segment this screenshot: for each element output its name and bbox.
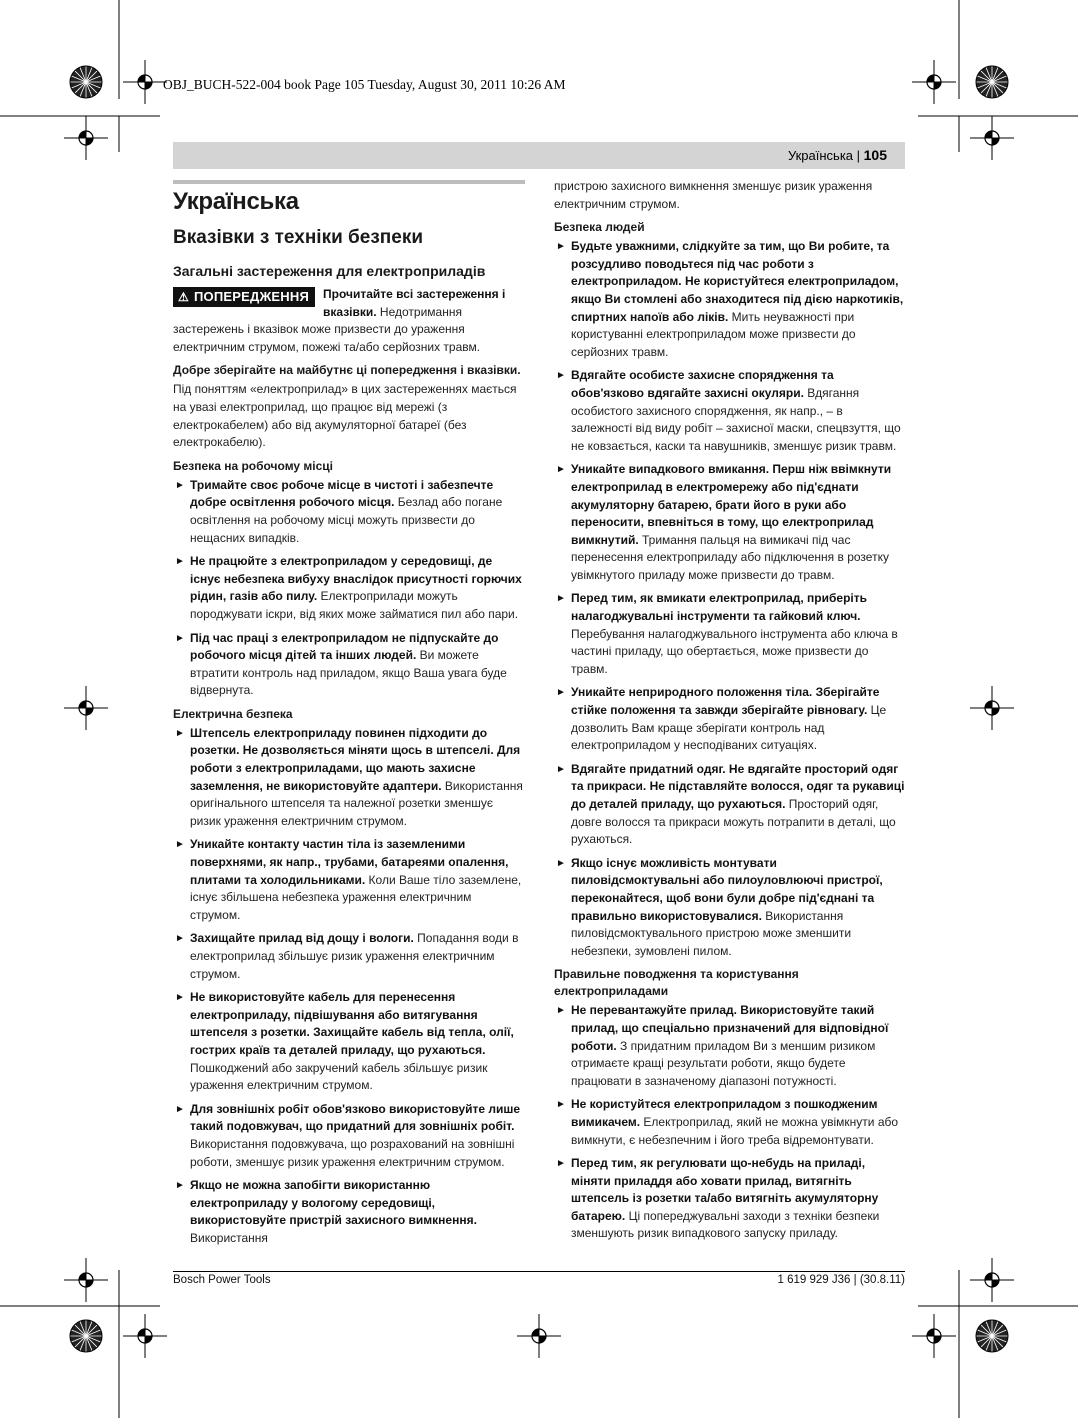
bullet-arrow-icon: ► (556, 1005, 566, 1017)
general-warnings-heading: Загальні застереження для електроприладів (173, 263, 486, 279)
bullet-arrow-icon: ► (556, 857, 566, 869)
list-item: ► Вдягайте придатний одяг. Не вдягайте просторий одяг та прикраси. Не підставляйте волосся, одяг та рукавиці до деталей приладу, що рухаються. Просторий одяг, довге волосся та прикраси можуть потрапити в деталі, що рухаються. (556, 761, 905, 847)
bullet-arrow-icon: ► (175, 727, 185, 739)
warning-bold: Прочитайте всі застереження і вказівки. (322, 287, 506, 319)
bullet-arrow-icon: ► (175, 1180, 185, 1192)
list-item: ► Не працюйте з електроприладом у середовищі, де існує небезпека вибуху внаслідок присутності горючих рідин, газів або пилу. Електроприлади можуть породжувати іскри, від яких може займатися пил або пари. (175, 554, 522, 621)
bullet-arrow-icon: ► (556, 593, 566, 605)
warning-triangle-icon: ⚠ (178, 290, 189, 304)
list-item: ► Уникайте неприродного положення тіла. Зберігайте стійке положення та завжди зберігайте рівновагу. Це дозволить Вам краще зберігати контроль над електроприладом у несподіваних ситуаціях. (556, 685, 887, 753)
bullet-arrow-icon: ► (175, 479, 185, 491)
bullet-arrow-icon: ► (175, 933, 185, 945)
list-item: ► Під час праці з електроприладом не підпускайте до робочого місця дітей та інших людей. Ви можете втратити контроль над приладом, якщо Ваша увага буде відвернута. (175, 630, 507, 698)
list-item: ► Будьте уважними, слідкуйте за тим, що Ви робите, та розсудливо поводьтеся під час роботи з електроприладом. Не користуйтеся електроприладом, якщо Ви стомлені або знаходитеся під дією наркотиків, спиртних напоїв або ліків. Мить неуважності при користуванні електроприладом може призвести до серйозних травм. (556, 239, 904, 359)
use-care-list (554, 1002, 906, 1243)
bullet-arrow-icon: ► (556, 464, 566, 476)
bullet-arrow-icon: ► (556, 1099, 566, 1111)
bullet-arrow-icon: ► (556, 370, 566, 382)
list-item: ► Не перевантажуйте прилад. Використовуйте такий прилад, що спеціально призначений для відповідної роботи. З придатним приладом Ви з меншим ризиком отримаєте кращі результати роботи, якщо будете працювати в зазначеному діапазоні потужності. (556, 1003, 889, 1088)
list-item: ► Перед тим, як вмикати електроприлад, приберіть налагоджувальні інструменти та гайковий ключ. Перебування налагоджувального інструмента або ключа в частині приладу, що обертається, може призвести до травм. (556, 591, 898, 676)
use-care-heading: Правильне поводження та користування електроприладами (554, 967, 799, 999)
proof-line: OBJ_BUCH-522-004 book Page 105 Tuesday, August 30, 2011 10:26 AM (163, 77, 566, 92)
warning-badge (173, 287, 315, 307)
header-section: Українська (787, 148, 854, 163)
bullet-arrow-icon: ► (175, 839, 185, 851)
footer-rule (173, 1271, 905, 1272)
list-item: ► Не використовуйте кабель для перенесення електроприладу, підвішування або витягування штепселя з розетки. Захищайте кабель від тепла, олії, гострих країв та деталей приладу, що рухаються. Пошкоджений або закручений кабель збільшує ризик ураження електричним струмом. (175, 990, 514, 1093)
bullet-arrow-icon: ► (175, 632, 185, 644)
list-item: ► Штепсель електроприладу повинен підходити до розетки. Не дозволяється міняти щось в штепселі. Для роботи з електроприладами, що мають захисне заземлення, не використовуйте адаптери. Використання оригінального штепселя та належної розетки зменшує ризик ураження електричним струмом. (175, 725, 523, 828)
page-title: Українська (173, 188, 299, 215)
electrical-heading: Електрична безпека (173, 706, 293, 721)
footer-brand: Bosch Power Tools (173, 1274, 271, 1286)
list-item: ► Захищайте прилад від дощу і вологи. Попадання води в електроприлад збільшує ризик ураження електричним струмом. (175, 931, 519, 981)
keep-instructions: Добре зберігайте на майбутнє ці попередження і вказівки. (173, 363, 521, 378)
electrical-list (173, 725, 525, 1248)
footer-doc-number: 1 619 929 J36 | (30.8.11) (777, 1274, 905, 1286)
bullet-arrow-icon: ► (556, 241, 566, 253)
right-column (554, 178, 906, 1249)
bullet-arrow-icon: ► (175, 1103, 185, 1115)
starburst-mark-bottom-right (976, 1320, 1008, 1352)
page-header (173, 142, 905, 169)
warning-text: Недотримання застережень і вказівок може призвести до ураження електричним струмом, пожежі та/або серйозних травм. (173, 304, 481, 354)
continuation-text: пристрою захисного вимкнення зменшує ризик ураження електричним струмом. (554, 179, 873, 211)
personal-safety-heading: Безпека людей (554, 220, 645, 235)
work-area-list (173, 477, 525, 700)
starburst-mark-top-right (976, 66, 1008, 98)
header-text: Українська | 105 (787, 147, 887, 163)
list-item: ► Для зовнішніх робіт обов'язково використовуйте лише такий подовжувач, що придатний для зовнішніх робіт. Використання подовжувача, що розрахований на зовнішні роботи, зменшує ризик ураження електричним струмом. (175, 1101, 521, 1169)
bullet-arrow-icon: ► (556, 763, 566, 775)
page-number: 105 (863, 147, 887, 163)
list-item: ► Не користуйтеся електроприладом з пошкодженим вимикачем. Електроприлад, який не можна увімкнути або вимкнути, є небезпечним і його треба відремонтувати. (556, 1097, 899, 1147)
bullet-arrow-icon: ► (175, 556, 185, 568)
warning-block (173, 286, 525, 356)
list-item: ► Тримайте своє робоче місце в чистоті і забезпечте добре освітлення робочого місця. Безлад або погане освітлення на робочому місці можуть призвести до нещасних випадків. (175, 477, 503, 545)
list-item: ► Вдягайте особисте захисне спорядження та обов'язково вдягайте захисні окуляри. Вдягання особистого захисного спорядження, як напр., – в залежності від виду робіт – захисної маски, спецвзуття, що не ковзається, каски та навушників, зменшує ризик травм. (556, 368, 901, 453)
personal-safety-list (554, 238, 906, 960)
bullet-arrow-icon: ► (556, 687, 566, 699)
bullet-arrow-icon: ► (175, 992, 185, 1004)
list-item: ► Якщо існує можливість монтувати пиловідсмоктувальні або пилоуловлюючі пристрої, переконайтеся, щоб вони були добре під'єднані та правильно використовувалися. Використання пиловідсмоктувального пристрою може зменшити небезпеки, зумовлені пилом. (556, 855, 883, 958)
list-item: ► Уникайте контакту частин тіла із заземленими поверхнями, як напр., трубами, батареями опалення, плитами та холодильниками. Коли Ваше тіло заземлене, існує збільшена небезпека ураження електричним струмом. (175, 837, 522, 922)
safety-subtitle: Вказівки з техніки безпеки (173, 227, 424, 248)
bullet-arrow-icon: ► (556, 1158, 566, 1170)
list-item: ► Якщо не можна запобігти використанню електроприладу у вологому середовищі, використовуйте пристрій захисного вимкнення. Використання (175, 1178, 477, 1245)
starburst-mark-top-left (70, 66, 102, 98)
definition-text: Під поняттям «електроприлад» в цих застереженнях мається на увазі електроприлад, що працює від мережі (з електрокабелем) або від акумуляторної батареї (без електрокабелю). (173, 382, 517, 450)
list-item: ► Перед тим, як регулювати що-небудь на приладі, міняти приладдя або ховати прилад, витягніть штепсель із розетки та/або витягніть акумуляторну батарею. Ці попереджувальні заходи з техніки безпеки зменшують ризик випадкового запуску приладу. (556, 1156, 880, 1241)
list-item: ► Уникайте випадкового вмикання. Перш ніж ввімкнути електроприлад в електромережу або під'єднати акумуляторну батарею, брати його в руки або переносити, впевніться в тому, що електроприлад вимкнутий. Тримання пальця на вимикачі під час перенесення електроприладу або підключення в розетку увімкнутого приладу може призвести до травм. (556, 462, 892, 582)
starburst-mark-bottom-left (70, 1320, 102, 1352)
warning-badge-label: ПОПЕРЕДЖЕННЯ (193, 289, 309, 304)
work-area-heading: Безпека на робочому місці (173, 458, 334, 473)
left-column (173, 180, 525, 1254)
